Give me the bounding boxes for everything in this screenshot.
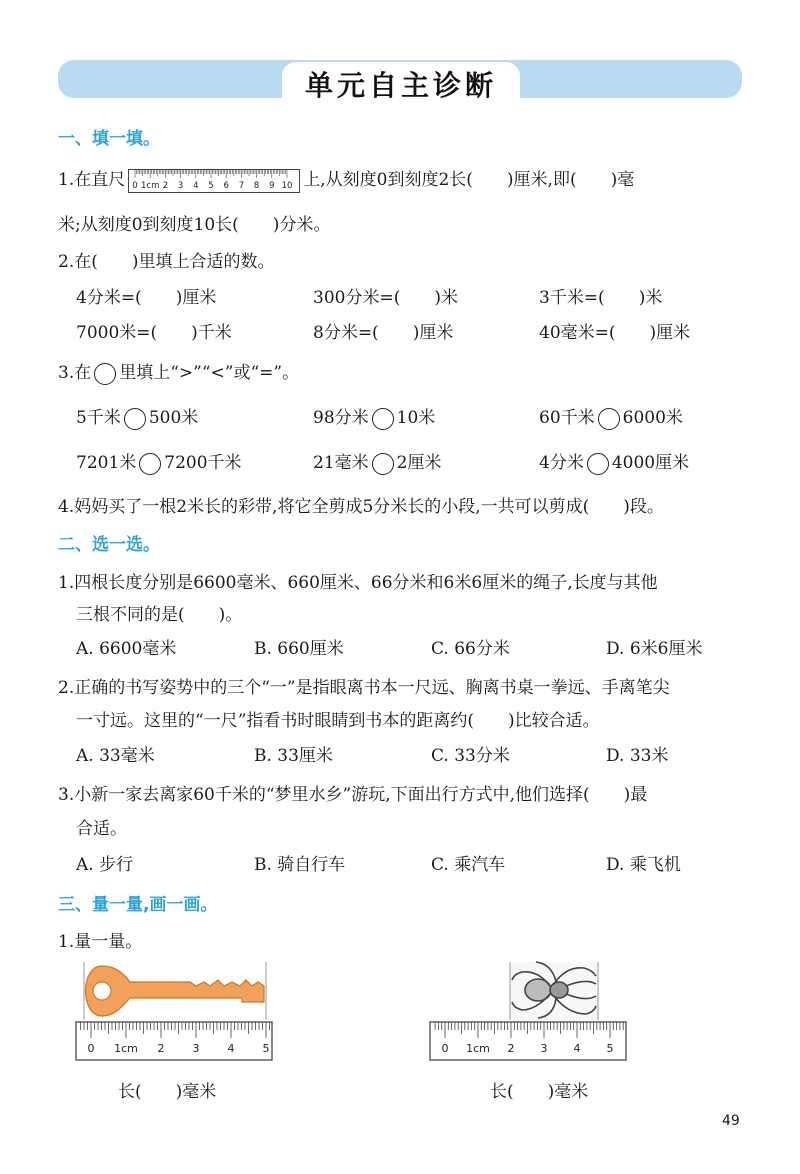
- s2-q3-option-a[interactable]: A. 步行: [76, 855, 134, 875]
- compare-circle-blank[interactable]: [372, 408, 394, 430]
- inline-ruler-label: 8: [254, 180, 260, 191]
- compare-left: 4分米: [539, 453, 584, 473]
- s2-q1-option-c[interactable]: C. 66分米: [431, 639, 510, 659]
- ruler-label: 3: [540, 1042, 548, 1055]
- s2-q2-option-a[interactable]: A. 33毫米: [76, 746, 155, 766]
- compare-right: 2厘米: [396, 453, 442, 473]
- ruler-label: 0: [87, 1042, 95, 1055]
- compare-left: 21毫米: [313, 453, 369, 473]
- inline-ruler-label: 3: [178, 180, 184, 191]
- s1-q3-r2-c1: [76, 448, 242, 475]
- inline-ruler: [128, 169, 300, 193]
- ruler-label: 0: [441, 1042, 449, 1055]
- s1-q3-r1-c2: [313, 403, 435, 430]
- compare-right: 10米: [396, 408, 436, 428]
- compare-left: 60千米: [539, 408, 595, 428]
- inline-ruler-graphic: [129, 170, 298, 191]
- s2-q3-line2: 合适。: [76, 819, 127, 839]
- compare-circle-blank[interactable]: [598, 408, 620, 430]
- compare-right: 6000米: [622, 408, 683, 428]
- ruler-label: 4: [573, 1042, 581, 1055]
- page-number: 49: [722, 1113, 740, 1129]
- compare-circle-icon: [94, 363, 116, 385]
- page-title: 单元自主诊断: [304, 69, 497, 102]
- inline-ruler-label: 1cm: [141, 180, 160, 191]
- compare-right: 500米: [148, 408, 199, 428]
- ruler-label: 2: [157, 1042, 165, 1055]
- ruler-label: 2: [507, 1042, 515, 1055]
- key-answer: 长( )毫米: [118, 1082, 217, 1102]
- inline-ruler-label: 10: [281, 180, 293, 191]
- s1-q2-r1-c3: 3千米=( )米: [539, 288, 663, 308]
- s2-q1-option-d[interactable]: D. 6米6厘米: [606, 639, 703, 659]
- s1-q3-r2-c2: [313, 448, 441, 475]
- s1-q1-prefix: 1.在直尺: [58, 170, 126, 190]
- inline-ruler-label: 2: [162, 180, 169, 191]
- s1-q3-r1-c1: [76, 403, 198, 430]
- s1-q2-r1-c2: 300分米=( )米: [313, 288, 458, 308]
- s1-q2-r2-c2: 8分米=( )厘米: [313, 323, 454, 343]
- s1-q2-r2-c1: 7000米=( )千米: [76, 323, 232, 343]
- s2-q2-option-c[interactable]: C. 33分米: [431, 746, 510, 766]
- s2-q1-line1: 1.四根长度分别是6600毫米、660厘米、66分米和6米6厘米的绳子,长度与其他: [58, 573, 658, 593]
- s2-q2-option-d[interactable]: D. 33米: [606, 746, 669, 766]
- s2-q3-option-c[interactable]: C. 乘汽车: [431, 855, 506, 875]
- s2-q3-line1: 3.小新一家去离家60千米的“梦里水乡”游玩,下面出行方式中,他们选择( )最: [58, 785, 648, 805]
- s1-q3-title: [58, 358, 299, 385]
- ruler-label: 3: [192, 1042, 200, 1055]
- s1-q1-suffix: 上,从刻度0到刻度2长( )厘米,即( )毫: [303, 170, 635, 190]
- ruler-label: 1cm: [466, 1042, 490, 1055]
- compare-circle-blank[interactable]: [372, 453, 394, 475]
- s1-q3-title-b: 里填上“>”“<”或“=”。: [119, 363, 300, 383]
- s1-q3-r1-c3: [539, 403, 683, 430]
- s2-q2-line1: 2.正确的书写姿势中的三个“一”是指眼离书本一尺远、胸离书桌一拳远、手离笔尖: [58, 678, 670, 698]
- s2-q2-line2: 一寸远。这里的“一尺”指看书时眼睛到书本的距离约( )比较合适。: [76, 711, 600, 731]
- ruler-label: 4: [227, 1042, 235, 1055]
- s2-q2-option-b[interactable]: B. 33厘米: [254, 746, 333, 766]
- s1-q1-line1: [58, 165, 634, 193]
- s1-q2-r1-c1: 4分米=( )厘米: [76, 288, 217, 308]
- compare-left: 7201米: [76, 453, 137, 473]
- s1-q3-r2-c3: [539, 448, 689, 475]
- key-ruler-body: [76, 1022, 272, 1060]
- spider-answer: 长( )毫米: [490, 1082, 589, 1102]
- ruler-label: 5: [606, 1042, 614, 1055]
- s1-q2-title: 2.在( )里填上合适的数。: [58, 252, 275, 272]
- s2-q3-option-d[interactable]: D. 乘飞机: [606, 855, 681, 875]
- s2-q3-option-b[interactable]: B. 骑自行车: [254, 855, 346, 875]
- spider-figure: [426, 958, 630, 1064]
- inline-ruler-label: 9: [269, 180, 275, 191]
- compare-circle-blank[interactable]: [587, 453, 609, 475]
- inline-ruler-label: 6: [223, 180, 230, 191]
- s3-q1: 1.量一量。: [58, 932, 143, 952]
- compare-circle-blank[interactable]: [124, 408, 146, 430]
- inline-ruler-label: 5: [208, 180, 214, 191]
- compare-left: 98分米: [313, 408, 369, 428]
- s1-q2-r2-c3: 40毫米=( )厘米: [539, 323, 691, 343]
- compare-right: 7200千米: [164, 453, 242, 473]
- s1-q4: 4.妈妈买了一根2米长的彩带,将它全剪成5分米长的小段,一共可以剪成( )段。: [58, 497, 664, 517]
- section2-heading: 二、选一选。: [58, 535, 160, 555]
- ruler-label: 1cm: [114, 1042, 138, 1055]
- compare-left: 5千米: [76, 408, 121, 428]
- ruler-label: 5: [262, 1042, 270, 1055]
- section3-heading: 三、量一量,画一画。: [58, 895, 218, 915]
- key-icon: [86, 966, 265, 1016]
- key-figure: [72, 958, 278, 1064]
- compare-right: 4000厘米: [611, 453, 690, 473]
- inline-ruler-label: 4: [193, 180, 199, 191]
- s1-q3-title-a: 3.在: [58, 363, 92, 383]
- s2-q1-option-a[interactable]: A. 6600毫米: [76, 639, 177, 659]
- compare-circle-blank[interactable]: [139, 453, 161, 475]
- section1-heading: 一、填一填。: [58, 129, 160, 149]
- s2-q1-line2: 三根不同的是( )。: [76, 605, 243, 625]
- s2-q1-option-b[interactable]: B. 660厘米: [254, 639, 344, 659]
- s1-q1-line2: 米;从刻度0到刻度10长( )分米。: [58, 215, 331, 235]
- inline-ruler-label: 7: [238, 180, 245, 191]
- inline-ruler-label: 0: [132, 180, 138, 191]
